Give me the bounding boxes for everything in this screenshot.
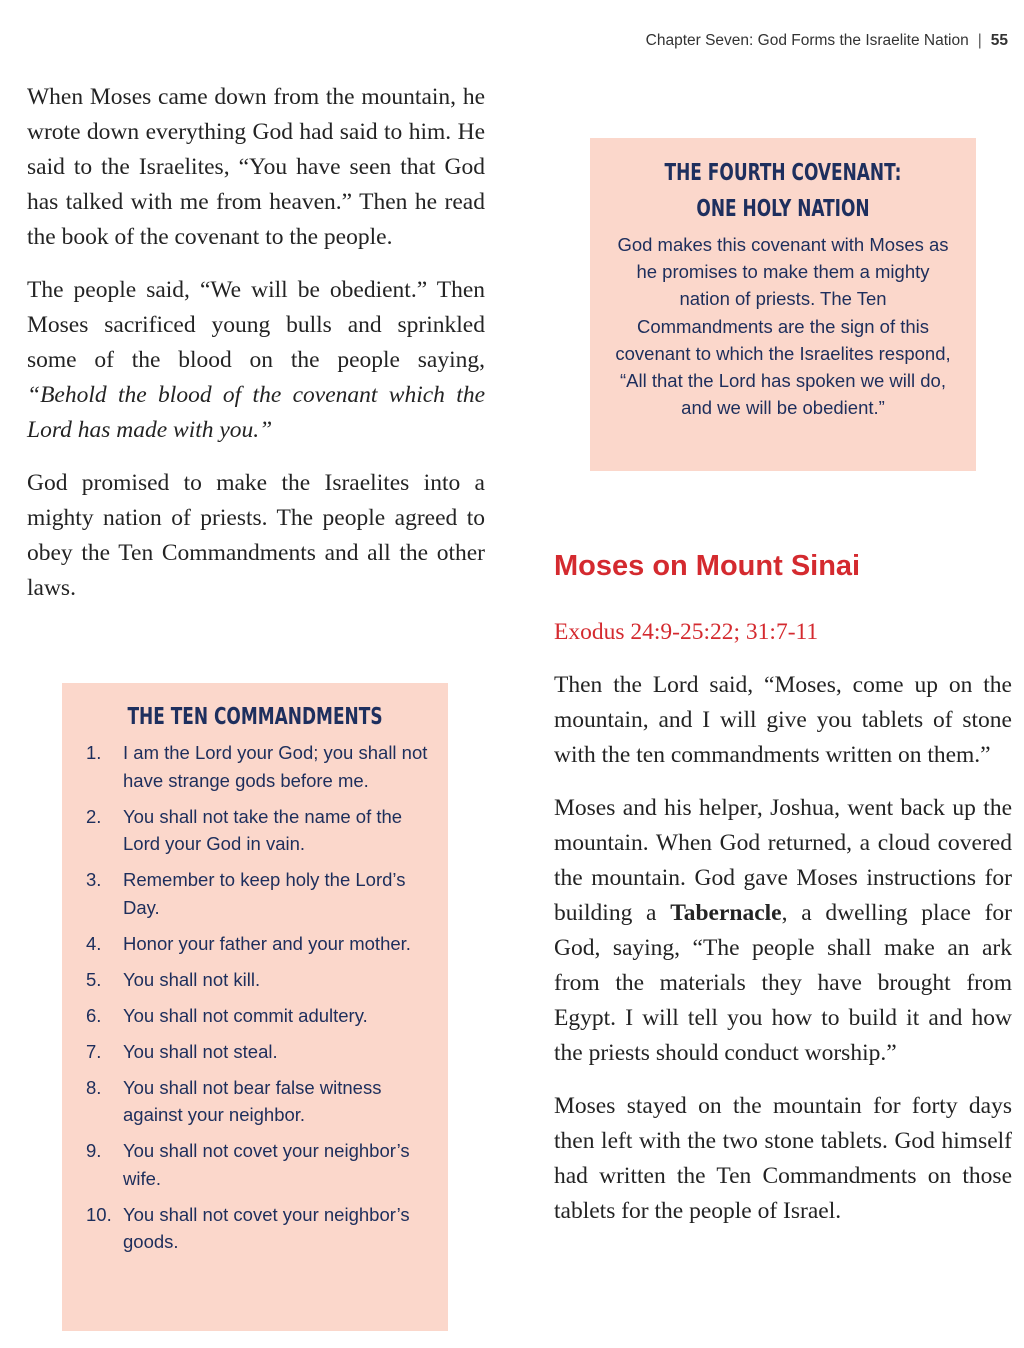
list-item [86, 739, 432, 794]
list-item [86, 803, 432, 858]
paragraph-text: , a dwelling place for God, saying, “The people shall make an ark from the materials they have brought from Egypt. I will tell you how to build it and how the priests should conduct worship.” [554, 900, 1012, 1066]
covenant-box-text: God makes this covenant with Moses as he promises to make them a mighty nation of priests. The Ten Commandments are the sign of this covenant to which the Israelites respond, “All that the Lord has spoken we will do, and we will be obedient.” [615, 234, 951, 419]
list-item-text: I am the Lord your God; you shall not have strange gods before me. [123, 742, 428, 791]
list-item [86, 1074, 432, 1129]
left-column [27, 80, 485, 624]
covenant-title-line: THE FOURTH COVENANT: [664, 160, 902, 186]
paragraph: God promised to make the Israelites into a mighty nation of priests. The people agreed to obey the Ten Commandments and all the other laws. [27, 470, 485, 601]
list-item [86, 1201, 432, 1256]
list-item [86, 966, 432, 994]
list-item-number: 2. [86, 805, 102, 827]
list-item [86, 866, 432, 921]
covenant-title-line: ONE HOLY NATION [696, 196, 870, 222]
list-item-number: 1. [86, 742, 102, 763]
section-heading: Moses on Mount Sinai [554, 550, 861, 582]
list-item [86, 1038, 432, 1066]
paragraph [554, 791, 1012, 1071]
paragraph: Moses stayed on the mountain for forty days then left with the two stone tablets. God himself had written the Ten Commandments on those tablets for the people of Israel. [554, 1093, 1012, 1224]
list-item-number: 8. [86, 1076, 102, 1098]
paragraph-text: The people said, “We will be obedient.” Then Moses sacrificed young bulls and sprinkled some of the blood on the people saying, [27, 277, 485, 373]
list-item-text: Honor your father and your mother. [123, 932, 411, 954]
list-item-text: You shall not take the name of the Lord your God in vain. [123, 805, 403, 854]
chapter-title: Chapter Seven: God Forms the Israelite Nation [645, 32, 969, 49]
covenant-callout-box [590, 138, 976, 471]
list-item [86, 930, 432, 958]
paragraph: Then the Lord said, “Moses, come up on the mountain, and I will give you tablets of stone with the ten commandments written on them.” [554, 672, 1012, 768]
commandments-box-title: THE TEN COMMANDMENTS [127, 704, 383, 730]
running-head [646, 32, 1008, 50]
list-item-number: 5. [86, 968, 102, 990]
list-item-text: You shall not commit adultery. [123, 1004, 368, 1026]
paragraph [27, 273, 485, 448]
list-item [86, 1137, 432, 1192]
paragraph-text: Moses and his helper, Joshua, went back up the mountain. When God returned, a cloud covered the mountain. God gave Moses instructions for building a [554, 795, 1012, 926]
list-item-number: 3. [86, 869, 102, 890]
list-item-text: Remember to keep holy the Lord’s Day. [123, 869, 406, 918]
page-number: 55 [990, 32, 1008, 49]
right-column [554, 548, 1012, 1247]
list-item [86, 1002, 432, 1030]
list-item-text: You shall not bear false witness against your neighbor. [123, 1076, 382, 1125]
list-item-number: 10. [86, 1203, 112, 1225]
header-separator: | [977, 32, 982, 49]
list-item-text: You shall not kill. [123, 968, 261, 990]
commandments-list [62, 739, 448, 1256]
list-item-number: 4. [86, 932, 102, 954]
paragraph-italic-quote: “Behold the blood of the covenant which the Lord has made with you.” [27, 382, 485, 443]
list-item-text: You shall not covet your neighbor’s goods. [123, 1203, 410, 1252]
tabernacle-term: Tabernacle [670, 900, 782, 926]
list-item-number: 6. [86, 1004, 102, 1026]
scripture-reference: Exodus 24:9-25:22; 31:7-11 [554, 619, 819, 645]
list-item-text: You shall not covet your neighbor’s wife. [123, 1140, 410, 1189]
list-item-number: 9. [86, 1140, 102, 1161]
list-item-text: You shall not steal. [123, 1040, 278, 1062]
covenant-box-title [625, 155, 942, 227]
ten-commandments-box [62, 683, 448, 1331]
list-item-number: 7. [86, 1040, 102, 1062]
paragraph: When Moses came down from the mountain, he wrote down everything God had said to him. He said to the Israelites, “You have seen that God has talked with me from heaven.” Then he read the book of the covenant to the people. [27, 84, 485, 250]
